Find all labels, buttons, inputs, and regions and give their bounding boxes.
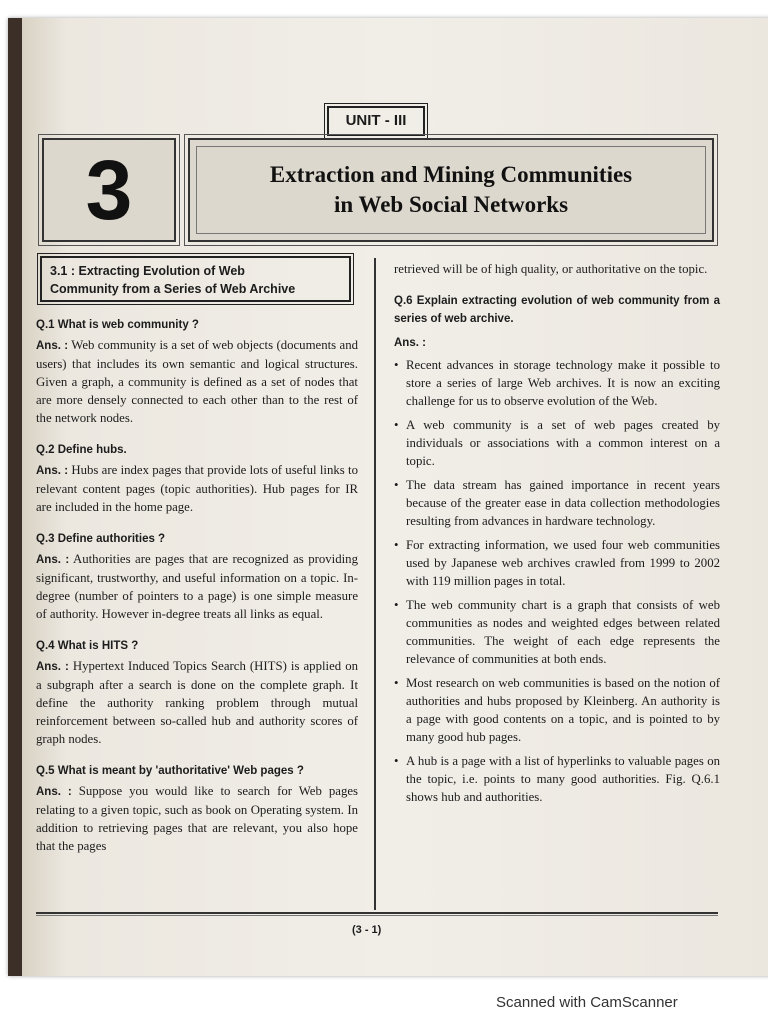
answer-text: Suppose you would like to search for Web pages relating to a given topic, such as book on Operating system. In addition to retrieving pages that are relevant, you also hope that the pages — [36, 784, 359, 853]
answer-1 — [36, 336, 358, 427]
question-3: Q.3 Define authorities ? — [36, 533, 166, 545]
page-number: (3 - 1) — [352, 924, 382, 936]
bullet-item: • A hub is a page with a list of hyperlinks to valuable pages on the topic, i.e. points to many good authorities. Fig. Q.6.1 shows hub and authorities. — [394, 752, 720, 806]
continued-answer: retrieved will be of high quality, or authoritative on the topic. — [394, 262, 708, 276]
left-column — [36, 316, 358, 869]
section-heading-line-1: 3.1 : Extracting Evolution of Web — [50, 264, 245, 278]
bullet-item: • Recent advances in storage technology make it possible to store a series of large Web archives. It is now an exciting challenge for us to observe evolution of the Web. — [394, 356, 720, 410]
answer-text: Hubs are index pages that provide lots of useful links to relevant content pages (topic authorities). Hub pages for IR are included in the home page. — [36, 463, 358, 514]
chapter-title-line-2: in Web Social Networks — [333, 192, 569, 217]
answer-text: Web community is a set of web objects (documents and users) that includes its own semantic and logical structures. Given a graph, a community is defined as a set of nodes that are more densely connected to each other than to the rest of the network nodes. — [36, 338, 359, 425]
answer-label: Ans. : — [36, 465, 69, 477]
section-heading — [40, 256, 351, 302]
question-2: Q.2 Define hubs. — [36, 444, 127, 456]
bullet-item: • The web community chart is a graph that consists of web communities as nodes and weighted edges between related communities. The weight of each edge represents the relevance of communities at both ends. — [394, 596, 720, 668]
answer-label: Ans. : — [36, 786, 72, 798]
answer-3 — [36, 550, 358, 623]
scanner-watermark: Scanned with CamScanner — [496, 994, 678, 1011]
answer-5 — [36, 782, 358, 855]
answer-4 — [36, 657, 358, 748]
section-heading-line-2: Community from a Series of Web Archive — [50, 282, 296, 296]
question-5: Q.5 What is meant by 'authoritative' Web pages ? — [36, 765, 304, 777]
footer-rule-thin — [36, 915, 718, 916]
unit-label: UNIT - III — [327, 106, 425, 136]
footer-rule — [36, 912, 718, 914]
column-divider — [374, 258, 376, 910]
answer-label: Ans. : — [36, 554, 70, 566]
question-1: Q.1 What is web community ? — [36, 319, 199, 331]
bullet-item: • For extracting information, we used four web communities used by Japanese web archives crawled from 1999 to 2002 with 119 million pages in total. — [394, 536, 720, 590]
answer-2 — [36, 461, 358, 516]
book-page — [8, 18, 768, 976]
answer-label: Ans. : — [394, 337, 426, 349]
answer-label: Ans. : — [36, 661, 69, 673]
right-column — [394, 260, 720, 812]
question-6: Q.6 Explain extracting evolution of web community from a series of web archive. — [394, 295, 720, 325]
bullet-item: • A web community is a set of web pages created by individuals or associations with a common interest on a topic. — [394, 416, 720, 470]
answer-6-bullets — [394, 356, 720, 806]
question-4: Q.4 What is HITS ? — [36, 640, 139, 652]
chapter-title-line-1: Extraction and Mining Communities — [269, 162, 633, 187]
answer-text: Hypertext Induced Topics Search (HITS) is applied on a subgraph after a search is done on the complete graph. It define the authority ranking problem through mutual reinforcement between so-called hub and authority scores of graph nodes. — [36, 659, 358, 746]
answer-label: Ans. : — [36, 340, 69, 352]
chapter-number-box — [42, 138, 176, 242]
bullet-item: • Most research on web communities is based on the notion of authorities and hubs proposed by Kleinberg. An authority is a page with good contents on a topic, and is pointed to by many good hub pages. — [394, 674, 720, 746]
answer-text: Authorities are pages that are recognized as providing significant, trustworthy, and useful information on a topic. In-degree (number of pointers to a page) is one simple measure of authority. However in-degree treats all links as equal. — [36, 552, 358, 621]
chapter-number: 3 — [85, 143, 133, 237]
chapter-title-box — [188, 138, 714, 242]
bullet-item: • The data stream has gained importance in recent years because of the greater ease in data collection methodologies resulting from advances in hardware technology. — [394, 476, 720, 530]
